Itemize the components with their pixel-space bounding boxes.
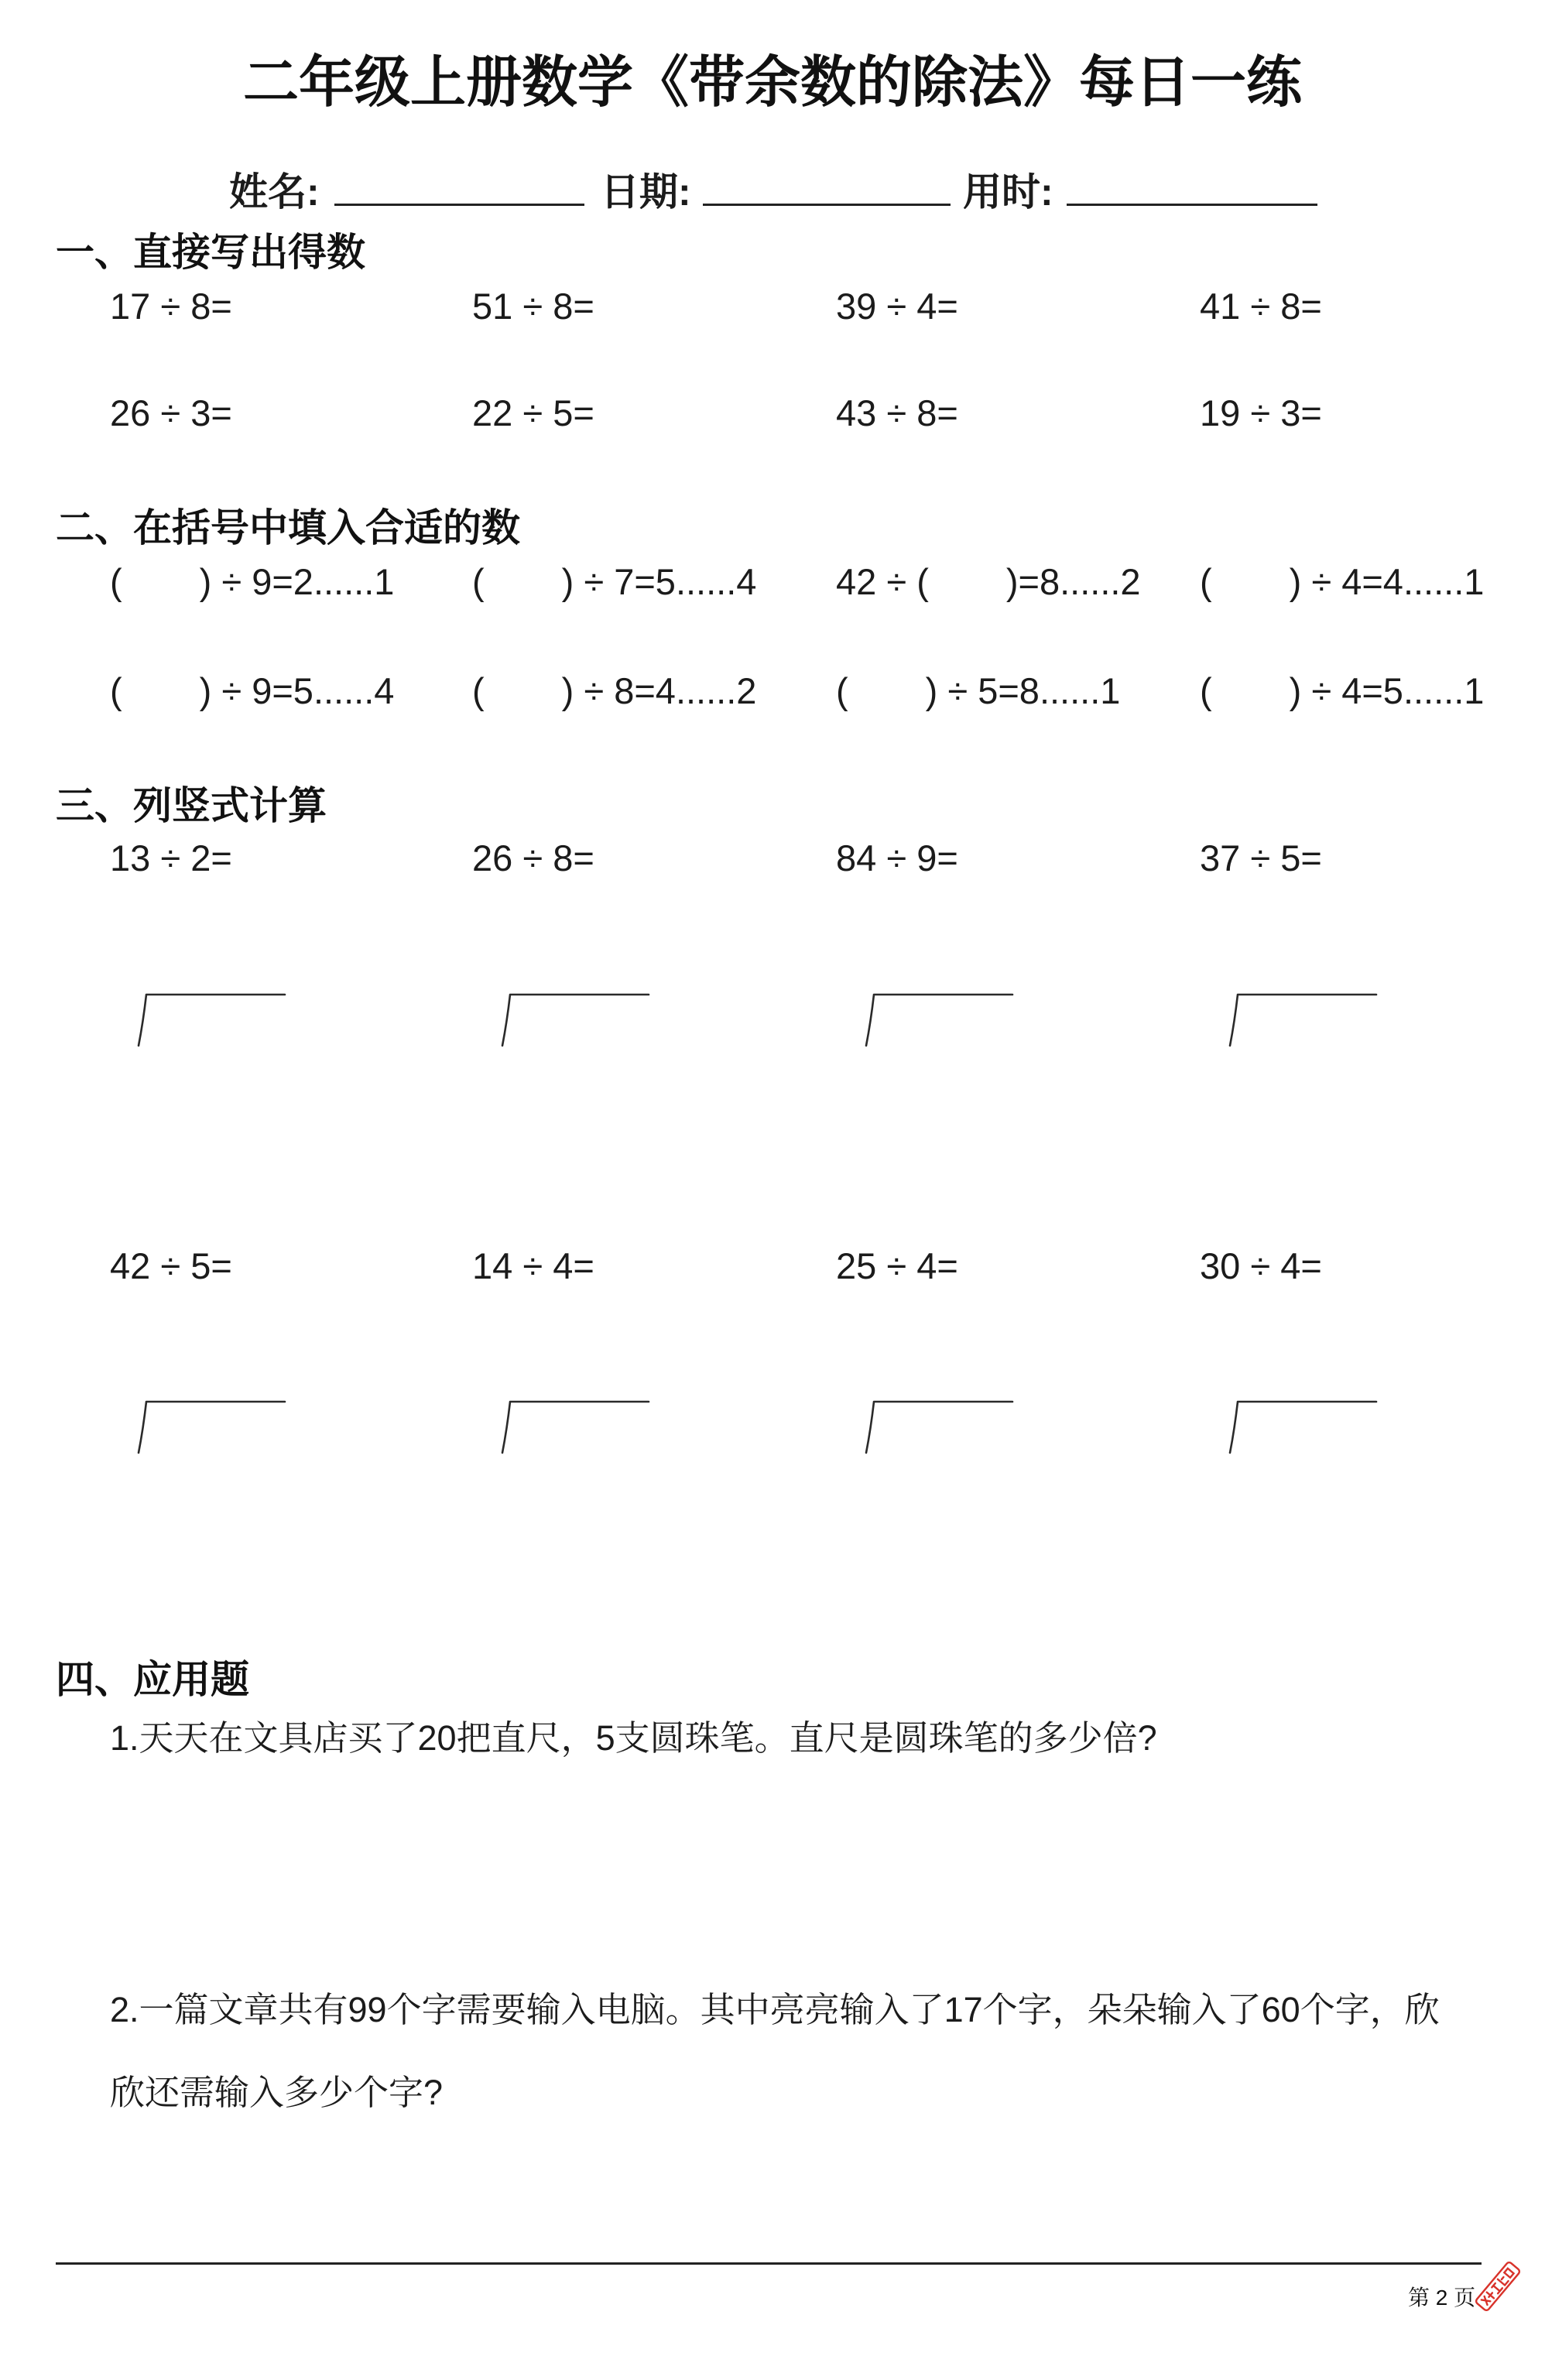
- problem-text-after: ) ÷ 8=4......2: [561, 670, 757, 711]
- problem-text-after: ) ÷ 9=2......1: [199, 561, 395, 602]
- division-problem: 37 ÷ 5=: [1200, 837, 1322, 878]
- section-heading-direct-answers: 一、直接写出得数: [56, 231, 365, 274]
- problem-text-before: (: [472, 561, 485, 602]
- problem-text-after: ) ÷ 9=5......4: [199, 670, 395, 711]
- division-problem: 39 ÷ 4=: [836, 286, 958, 327]
- long-division-bracket: [132, 1398, 294, 1460]
- division-problem: 30 ÷ 4=: [1200, 1245, 1322, 1286]
- fill-blank-problem: [110, 669, 394, 713]
- long-division-bracket: [495, 991, 658, 1053]
- worksheet-title: 二年级上册数学《带余数的除法》每日一练: [242, 52, 1302, 114]
- problem-text-after: ) ÷ 7=5......4: [561, 561, 757, 602]
- word-problem-2-line-2: 欣还需输入多少个字?: [110, 2073, 444, 2112]
- name-blank-line: [334, 204, 584, 206]
- division-problem: 17 ÷ 8=: [110, 286, 232, 327]
- problem-text-after: ) ÷ 4=5......1: [1289, 670, 1485, 711]
- problem-text-before: (: [1200, 561, 1212, 602]
- problem-text-after: )=8......2: [1005, 561, 1141, 602]
- fill-blank-problem: [472, 669, 756, 713]
- division-problem: 41 ÷ 8=: [1200, 286, 1322, 327]
- problem-text-after: ) ÷ 4=4......1: [1289, 561, 1485, 602]
- date-blank-line: [703, 204, 951, 206]
- long-division-bracket: [859, 1398, 1022, 1460]
- division-problem: 19 ÷ 3=: [1200, 392, 1322, 433]
- problem-text-before: (: [472, 670, 485, 711]
- problem-text-after: ) ÷ 5=8......1: [925, 670, 1121, 711]
- long-division-bracket: [1223, 991, 1386, 1053]
- watermark-stamp: [1465, 2254, 1530, 2319]
- page-number: 第 2 页: [1408, 2286, 1476, 2310]
- problem-text-before: (: [1200, 670, 1212, 711]
- footer-divider: [56, 2262, 1482, 2265]
- long-division-bracket: [1223, 1398, 1386, 1460]
- section-heading-vertical-calculation: 三、列竖式计算: [56, 784, 327, 827]
- problem-text-before: 42 ÷ (: [836, 561, 929, 602]
- division-problem: 26 ÷ 8=: [472, 837, 594, 878]
- fill-blank-problem: [836, 560, 1141, 604]
- long-division-bracket: [495, 1398, 658, 1460]
- fill-blank-problem: [472, 560, 756, 604]
- division-problem: 51 ÷ 8=: [472, 286, 594, 327]
- fill-blank-problem: [110, 560, 394, 604]
- fill-blank-problem: [1200, 669, 1484, 713]
- division-problem: 22 ÷ 5=: [472, 392, 594, 433]
- section-heading-fill-brackets: 二、在括号中填入合适的数: [56, 506, 520, 550]
- division-problem: 25 ÷ 4=: [836, 1245, 958, 1286]
- time-blank-line: [1067, 204, 1317, 206]
- problem-text-before: (: [836, 670, 848, 711]
- fill-blank-problem: [836, 669, 1120, 713]
- word-problem-2-line-1: 2.一篇文章共有99个字需要输入电脑。其中亮亮输入了17个字，朵朵输入了60个字，欣: [110, 1990, 1440, 2029]
- long-division-bracket: [132, 991, 294, 1053]
- division-problem: 26 ÷ 3=: [110, 392, 232, 433]
- fill-blank-problem: [1200, 560, 1484, 604]
- division-problem: 13 ÷ 2=: [110, 837, 232, 878]
- section-heading-word-problems: 四、应用题: [56, 1658, 249, 1701]
- division-problem: 84 ÷ 9=: [836, 837, 958, 878]
- division-problem: 43 ÷ 8=: [836, 392, 958, 433]
- date-label: 日期:: [601, 170, 691, 214]
- word-problem-1: 1.天天在文具店买了20把直尺，5支圆珠笔。直尺是圆珠笔的多少倍?: [110, 1718, 1157, 1758]
- division-problem: 14 ÷ 4=: [472, 1245, 594, 1286]
- division-problem: 42 ÷ 5=: [110, 1245, 232, 1286]
- name-label: 姓名:: [229, 170, 320, 214]
- long-division-bracket: [859, 991, 1022, 1053]
- problem-text-before: (: [110, 670, 122, 711]
- problem-text-before: (: [110, 561, 122, 602]
- time-label: 用时:: [963, 170, 1053, 214]
